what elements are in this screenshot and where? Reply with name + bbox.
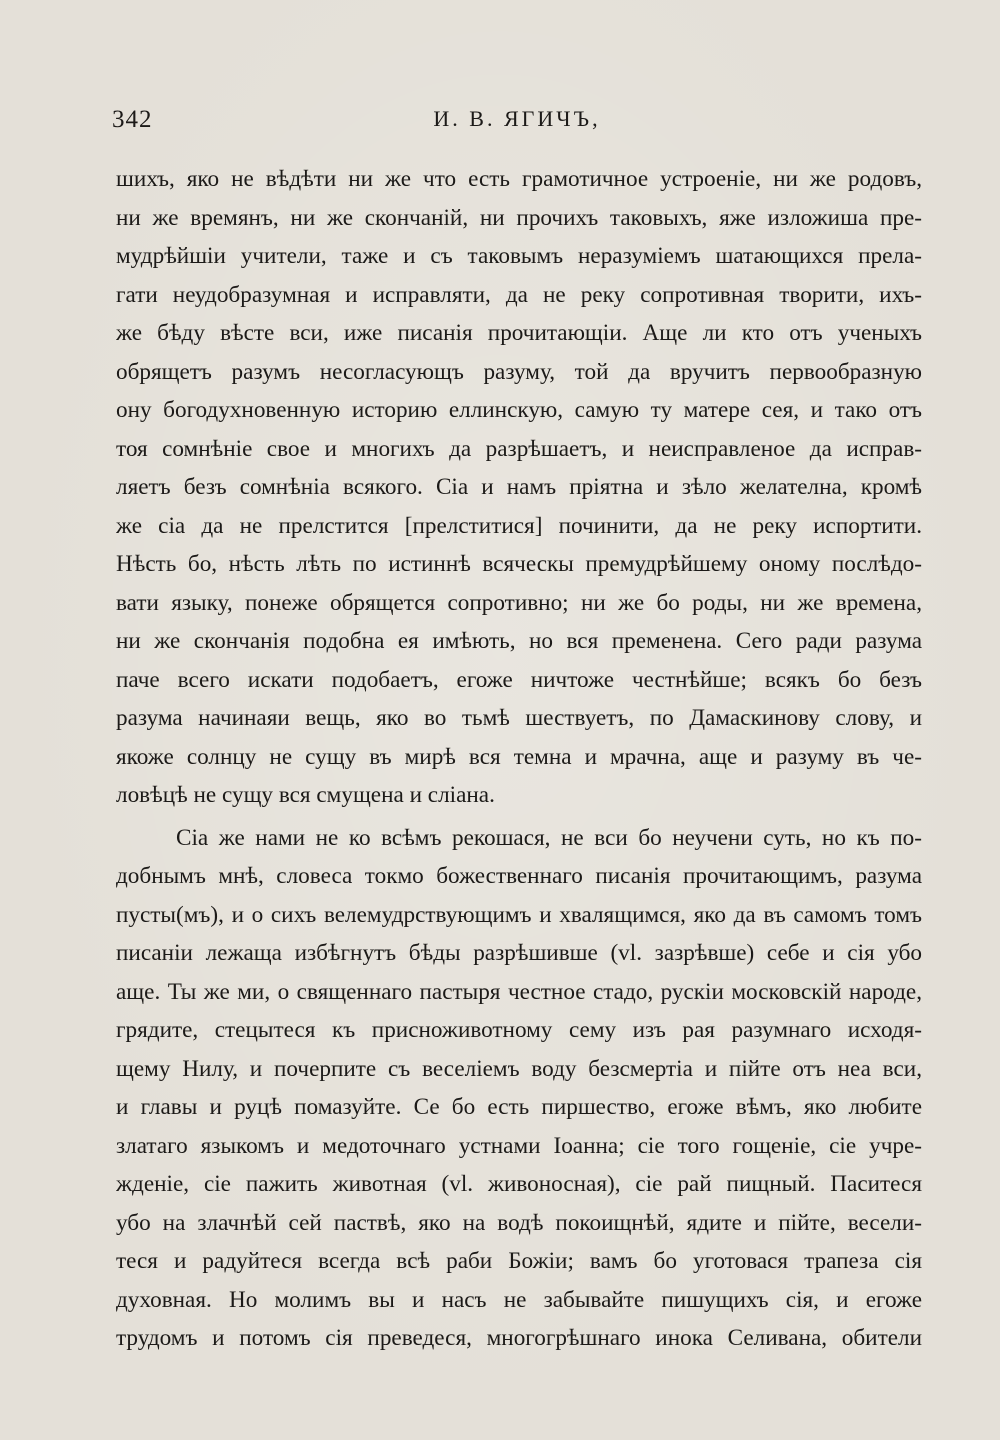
text-line: щему Нилу, и почерпите съ веселіемъ воду безсмертіа и пійте отъ неа вси, — [116, 1055, 922, 1082]
text-line: же сіа да не прелстится [прелститися] починити, да не реку испортити. — [116, 512, 922, 539]
text-line: мудрѣйшіи учители, таже и съ таковымъ неразуміемъ шатающихся прела- — [116, 243, 922, 269]
text-line: грядите, стецытеся къ присноживотному сему изъ рая разумнаго исходя- — [116, 1017, 922, 1043]
text-line: Нѣсть бо, нѣсть лѣть по истиннѣ всяческы премудрѣйшему оному послѣдо- — [116, 551, 922, 577]
page-header — [112, 106, 922, 140]
paragraph-1 — [116, 160, 922, 815]
text-line: якоже солнцу не сущу въ мирѣ вся темна и мрачна, аще и разуму въ че- — [116, 743, 922, 770]
text-line: ловѣцѣ не сущу вся смущена и сліана. — [116, 782, 495, 808]
text-line: же бѣду вѣсте вси, иже писанія прочитающіи. Аще ли кто отъ ученыхъ — [116, 320, 922, 346]
text-line: обрящетъ разумъ несогласующъ разуму, той да вручитъ первообразную — [116, 358, 922, 385]
text-line: разума начинаяи вещь, яко во тьмѣ шествуетъ, по Дамаскинову слову, и — [116, 705, 922, 731]
text-line: писаніи лежаща избѣгнутъ бѣды разрѣшивше (vl. зазрѣвше) себе и сія убо — [116, 940, 922, 966]
text-line: шихъ, яко не вѣдѣти ни же что есть грамотичное устроеніе, ни же родовъ, — [116, 166, 922, 192]
text-line: ни же времянъ, ни же скончаній, ни прочихъ таковыхъ, яже изложиша пре- — [116, 204, 922, 231]
page-number: 342 — [112, 106, 153, 133]
paragraph-2 — [116, 819, 922, 1358]
text-line: гати неудобразумная и исправляти, да не реку сопротивная творити, ихъ- — [116, 281, 922, 308]
running-head: И. В. ЯГИЧЪ, — [433, 106, 601, 131]
text-line: златаго языкомъ и медоточнаго устнами Іоанна; сіе того гощеніе, сіе учре- — [116, 1132, 922, 1159]
text-line: аще. Ты же ми, о священнаго пастыря честное стадо, рускіи московскій народе, — [116, 978, 922, 1005]
text-line: жденіе, сіе пажить животная (vl. живоносная), сіе рай пищный. Паситеся — [116, 1171, 922, 1197]
text-line: тоя сомнѣніе свое и многихъ да разрѣшаетъ, и неисправленое да исправ- — [116, 435, 922, 462]
text-line: теся и радуйтеся всегда вcѣ раби Божіи; вамъ бо уготовася трапеза сія — [116, 1248, 922, 1274]
body-text — [116, 160, 922, 1358]
text-line: духовная. Но молимъ вы и насъ не забывайте пишущихъ сія, и егоже — [116, 1286, 922, 1313]
text-line: Сіа же нами не ко всѣмъ рекошася, не вси бо неучени суть, но къ по- — [176, 824, 922, 851]
text-line: добнымъ мнѣ, словеса токмо божественнаго писанія прочитающимъ, разума — [116, 863, 922, 889]
text-line: ни же скончанія подобна ея имѣють, но вся пременена. Сего ради разума — [116, 628, 922, 654]
text-line: ляетъ безъ сомнѣніа всякого. Сіа и намъ пріятна и зѣло желателна, кромѣ — [116, 474, 922, 500]
text-line: паче всего искати подобаетъ, егоже ничтоже честнѣйше; всякъ бо безъ — [116, 666, 922, 693]
text-line: вати языку, понеже обрящется сопротивно; ни же бо роды, ни же времена, — [116, 589, 922, 616]
text-line: пусты(мъ), и о сихъ велемудрствующимъ и хвалящимся, яко да въ самомъ томъ — [116, 901, 922, 928]
text-line: трудомъ и потомъ сія преведеся, многогрѣшнаго инока Селивана, обители — [116, 1325, 922, 1351]
text-line: убо на злачнѣй сей паствѣ, яко на водѣ покоищнѣй, ядите и пійте, весели- — [116, 1209, 922, 1236]
text-line: и главы и руцѣ помазуйте. Се бо есть пиршество, егоже вѣмъ, яко любите — [116, 1094, 922, 1120]
text-line: ону богодухновенную историю еллинскую, самую ту матере сея, и тако отъ — [116, 397, 922, 423]
